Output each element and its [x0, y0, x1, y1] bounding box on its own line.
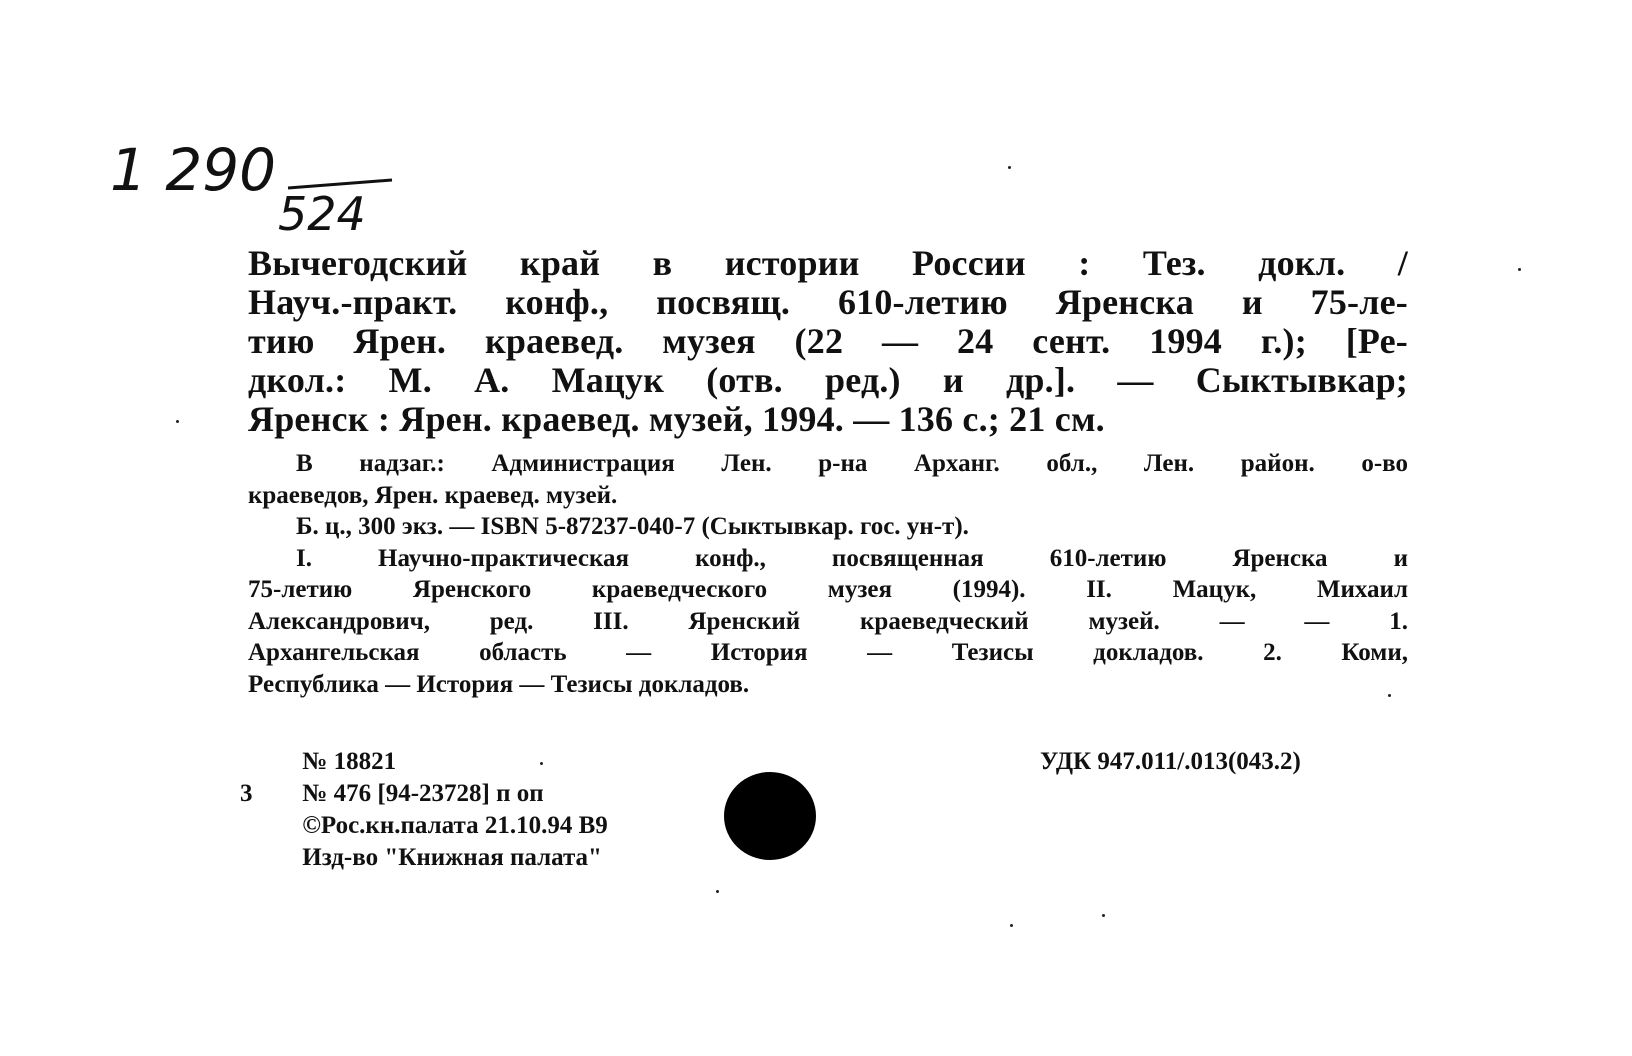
scan-speck	[716, 890, 719, 893]
note-line: Александрович, ред. III. Яренский краеведческий музей. — — 1.	[248, 607, 1408, 635]
note-line: Архангельская область — История — Тезисы докладов. 2. Коми,	[248, 639, 1408, 666]
handwritten-call-number	[110, 128, 430, 238]
scan-speck	[1008, 166, 1011, 169]
footer-marker: 3	[240, 780, 253, 807]
scan-speck	[1518, 268, 1521, 271]
handwritten-subnumber: 524	[278, 187, 366, 238]
publisher-line: Изд-во "Книжная палата"	[302, 844, 602, 871]
udk-classification: УДК 947.011/.013(043.2)	[1040, 748, 1301, 775]
order-line: № 476 [94-23728] п оп	[302, 780, 544, 807]
note-line: Республика — История — Тезисы докладов.	[248, 670, 750, 698]
ink-blot	[724, 772, 816, 860]
scan-speck	[176, 420, 179, 423]
title-line: тию Ярен. краевед. музея (22 — 24 сент. 1994 г.); [Ре-	[248, 321, 1408, 361]
card-footer	[240, 746, 608, 874]
title-line: Яренск : Ярен. краевед. музей, 1994. — 136 с.; 21 см.	[248, 399, 1105, 439]
record-number: № 18821	[302, 748, 397, 775]
title-statement	[248, 244, 1408, 439]
scan-speck	[1388, 694, 1391, 697]
title-line: Вычегодский край в истории России : Тез. докл. /	[248, 243, 1408, 283]
title-line: дкол.: М. А. Мацук (отв. ред.) и др.]. — Сыктывкар;	[248, 360, 1408, 400]
note-line: 75-летию Яренского краеведческого музея (1994). II. Мацук, Михаил	[248, 576, 1408, 603]
title-line: Науч.-практ. конф., посвящ. 610-летию Яренска и 75-ле-	[248, 282, 1408, 322]
note-line: I. Научно-практическая конф., посвященная 610-летию Яренска и	[296, 544, 1408, 572]
note-line: Б. ц., 300 экз. — ISBN 5-87237-040-7 (Сыктывкар. гос. ун-т).	[296, 513, 969, 540]
scan-speck	[540, 762, 543, 765]
note-line: В надзаг.: Администрация Лен. р-на Арханг. обл., Лен. район. о-во	[296, 450, 1408, 477]
note-line: краеведов, Ярен. краевед. музей.	[248, 481, 618, 509]
scan-speck	[1102, 914, 1105, 917]
handwritten-number: 1 290	[110, 136, 277, 204]
copyright-line: ©Рос.кн.палата 21.10.94 В9	[302, 812, 608, 839]
scan-speck	[1010, 924, 1013, 927]
notes-section	[248, 448, 1408, 700]
